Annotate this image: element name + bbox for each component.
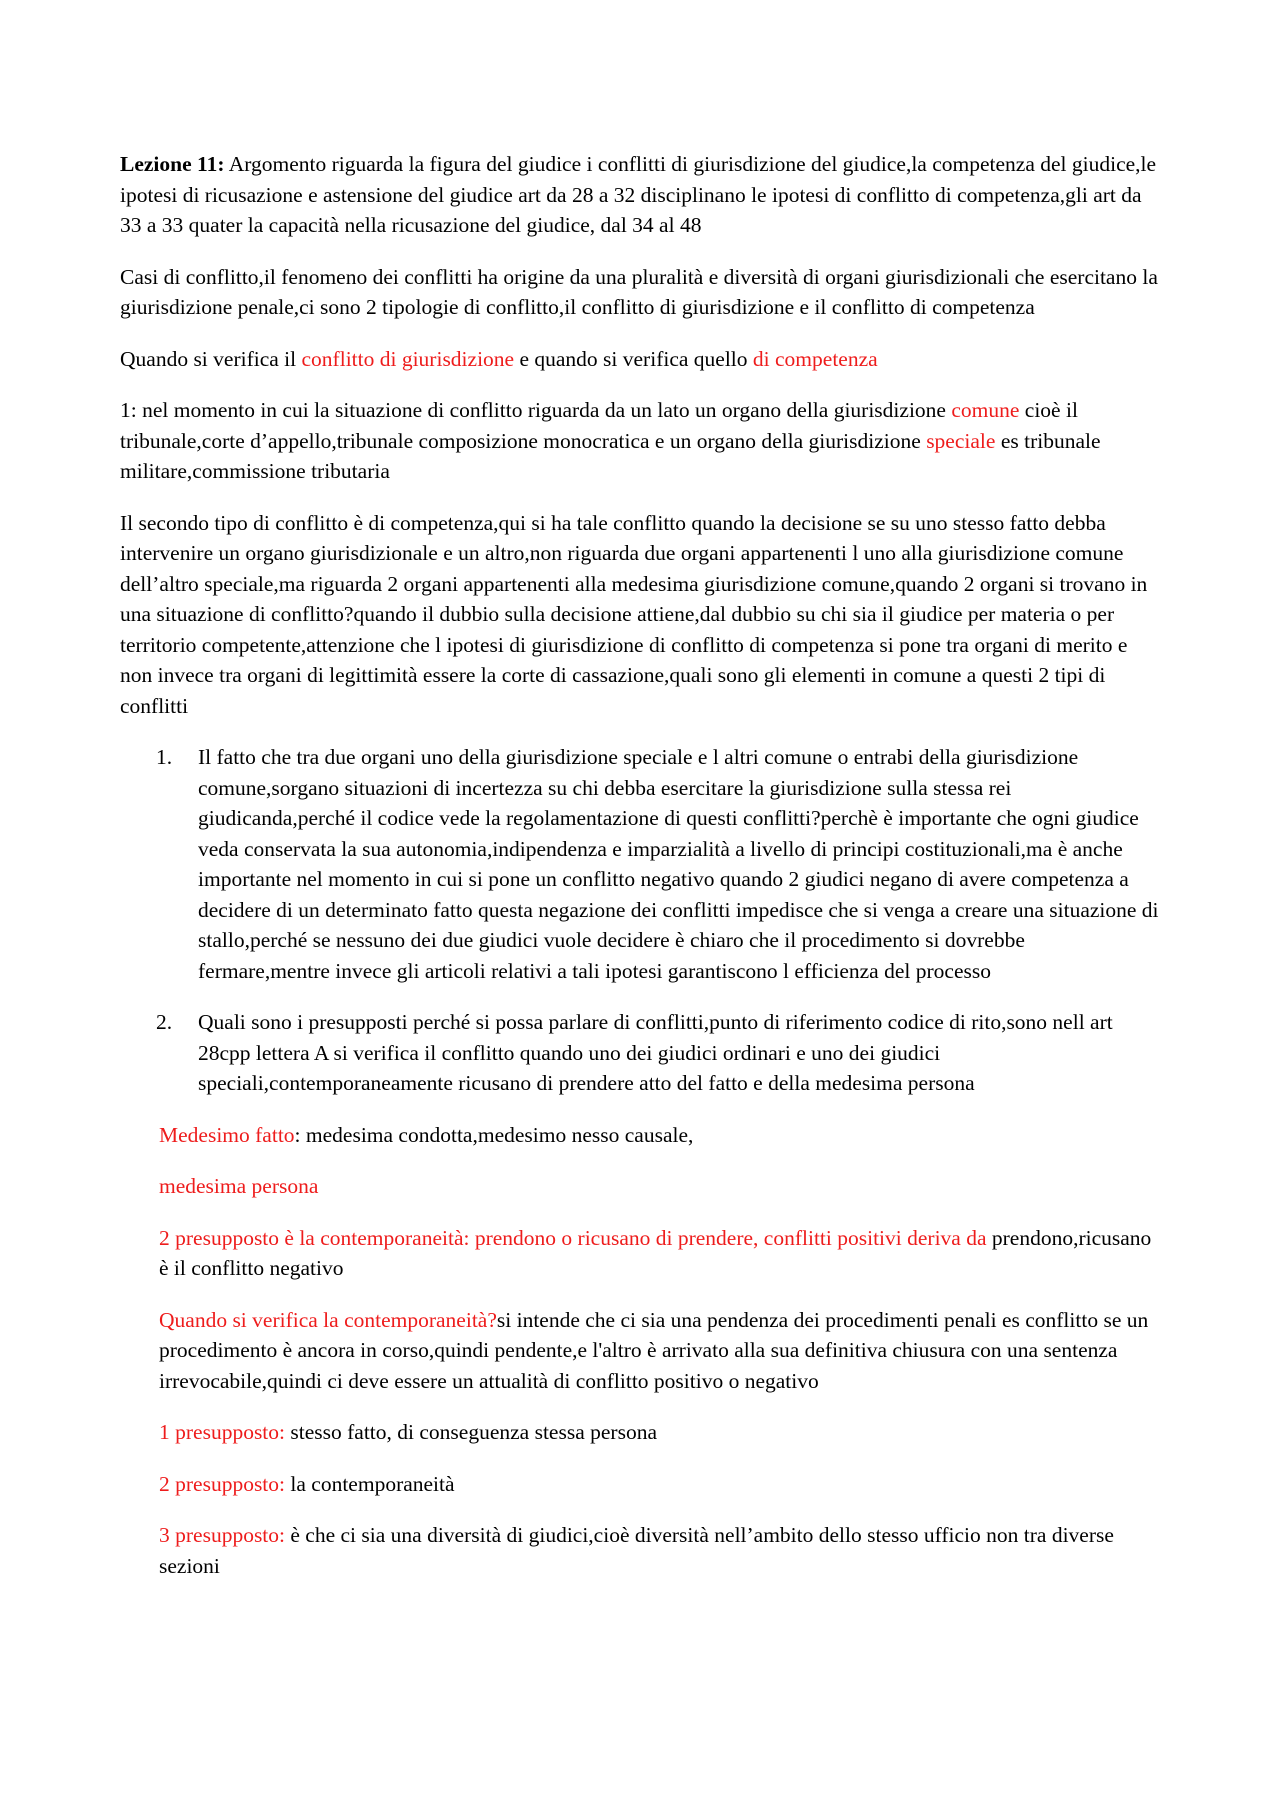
medesimo-fatto-paragraph [120, 1120, 1160, 1151]
list-item-text: Quali sono i presupposti perché si possa parlare di conflitti,punto di riferimento codice di rito,sono nell art 28cpp lettera A si verifica il conflitto quando uno dei giudici ordinari e uno dei giudici speciali,contemporaneamente ricusano di prendere atto del fatto e della medesima persona [198, 1010, 1113, 1095]
second-type-paragraph: Il secondo tipo di conflitto è di competenza,qui si ha tale conflitto quando la decisione se su uno stesso fatto debba intervenire un organo giurisdizionale e un altro,non riguarda due organi appartenenti l uno alla giurisdizione comune dell’altro speciale,ma riguarda 2 organi appartenenti alla medesima giurisdizione comune,quando 2 organi si trovano in una situazione di conflitto?quando il dubbio sulla decisione attiene,dal dubbio su chi sia il giudice per materia o per territorio competente,attenzione che l ipotesi di giurisdizione di conflitto di competenza si pone tra organi di merito e non invece tra organi di legittimità essere la corte di cassazione,quali sono gli elementi in comune a questi 2 tipi di conflitti [120, 510, 1148, 718]
medesima-persona-paragraph [120, 1171, 1160, 1202]
presupposto-2-paragraph [120, 1469, 1160, 1500]
list-item [120, 1007, 1160, 1099]
first-type-text-2: cioè il tribunale,corte d’appello,tribunale composizione monocratica e un organo della giurisdizione [120, 398, 1078, 453]
secondo-presupposto-paragraph [120, 1223, 1160, 1284]
intro-paragraph [120, 149, 1160, 241]
highlight-di-competenza: di competenza [752, 346, 878, 371]
first-type-text-3: es tribunale militare,commissione tributaria [120, 428, 1101, 483]
question-paragraph [120, 344, 1160, 375]
presupposto-3-paragraph [120, 1520, 1160, 1581]
list-item [120, 742, 1160, 986]
conflict-cases-paragraph: Casi di conflitto,il fenomeno dei conflitti ha origine da una pluralità e diversità di organi giurisdizionali che esercitano la giurisdizione penale,ci sono 2 tipologie di conflitto,il conflitto di giurisdizione e il conflitto di competenza [120, 264, 1158, 319]
presupposto-text: è che ci sia una diversità di giudici,cioè diversità nell’ambito dello stesso ufficio non tra diverse sezioni [159, 1523, 1114, 1578]
highlight-secondo-presupposto: 2 presupposto è la contemporaneità: prendono o ricusano di prendere, conflitti positivi deriva da [159, 1225, 987, 1250]
numbered-list [120, 742, 1160, 1099]
highlight-medesima-persona: medesima persona [159, 1174, 319, 1198]
highlight-contemporaneita: Quando si verifica la contemporaneità? [159, 1307, 497, 1332]
first-type-paragraph [120, 395, 1160, 487]
highlight-conflitto-giurisdizione: conflitto di giurisdizione [301, 346, 515, 371]
presupposto-label: 1 presupposto: [159, 1420, 286, 1444]
highlight-medesimo-fatto: Medesimo fatto [159, 1122, 295, 1147]
list-number: 1. [156, 745, 173, 769]
presupposto-text: la contemporaneità [285, 1471, 455, 1496]
list-number: 2. [156, 1010, 173, 1034]
intro-text: Argomento riguarda la figura del giudice i conflitti di giurisdizione del giudice,la competenza del giudice,le ipotesi di ricusazione e astensione del giudice art da 28 a 32 disciplinano le ipotesi di conflitto di competenza,gli art da 33 a 33 quater la capacità nella ricusazione del giudice, dal 34 al 48 [120, 152, 1157, 237]
presupposto-1-paragraph [120, 1417, 1160, 1448]
document-body [120, 149, 1160, 1602]
presupposto-text: stesso fatto, di conseguenza stessa persona [285, 1420, 657, 1444]
contemporaneita-text: si intende che ci sia una pendenza dei procedimenti penali es conflitto se un procedimento è ancora in corso,quindi pendente,e l'altro è arrivato alla sua definitiva chiusura con una sentenza irrevocabile,quindi ci deve essere un attualità di conflitto positivo o negativo [159, 1307, 1149, 1393]
highlight-comune: comune [951, 398, 1020, 422]
presupposto-label: 3 presupposto: [159, 1523, 286, 1547]
medesimo-fatto-text: : medesima condotta,medesimo nesso causale, [294, 1122, 694, 1147]
lesson-heading: Lezione 11: [120, 152, 225, 176]
secondo-presupposto-text: prendono,ricusano è il conflitto negativo [159, 1225, 1152, 1280]
list-item-text: Il fatto che tra due organi uno della giurisdizione speciale e l altri comune o entrabi della giurisdizione comune,sorgano situazioni di incertezza su chi debba esercitare la giurisdizione sulla stessa rei giudicanda,perché il codice vede la regolamentazione di questi conflitti?perchè è importante che ogni giudice veda conservata la sua autonomia,indipendenza e imparzialità a livello di principi costituzionali,ma è anche importante nel momento in cui si pone un conflitto negativo quando 2 giudici negano di avere competenza a decidere di un determinato fatto questa negazione dei conflitti impedisce che si venga a creare una situazione di stallo,perché se nessuno dei due giudici vuole decidere è chiaro che il procedimento si dovrebbe fermare,mentre invece gli articoli relativi a tali ipotesi garantiscono l efficienza del processo [198, 745, 1159, 983]
question-text-2: e quando si verifica quello [514, 346, 753, 371]
first-type-text-1: 1: nel momento in cui la situazione di conflitto riguarda da un lato un organo della giurisdizione [120, 398, 952, 422]
question-text-1: Quando si verifica il [120, 346, 302, 371]
contemporaneita-paragraph [120, 1305, 1160, 1397]
presupposto-label: 2 presupposto: [159, 1471, 286, 1496]
highlight-speciale: speciale [926, 428, 996, 453]
